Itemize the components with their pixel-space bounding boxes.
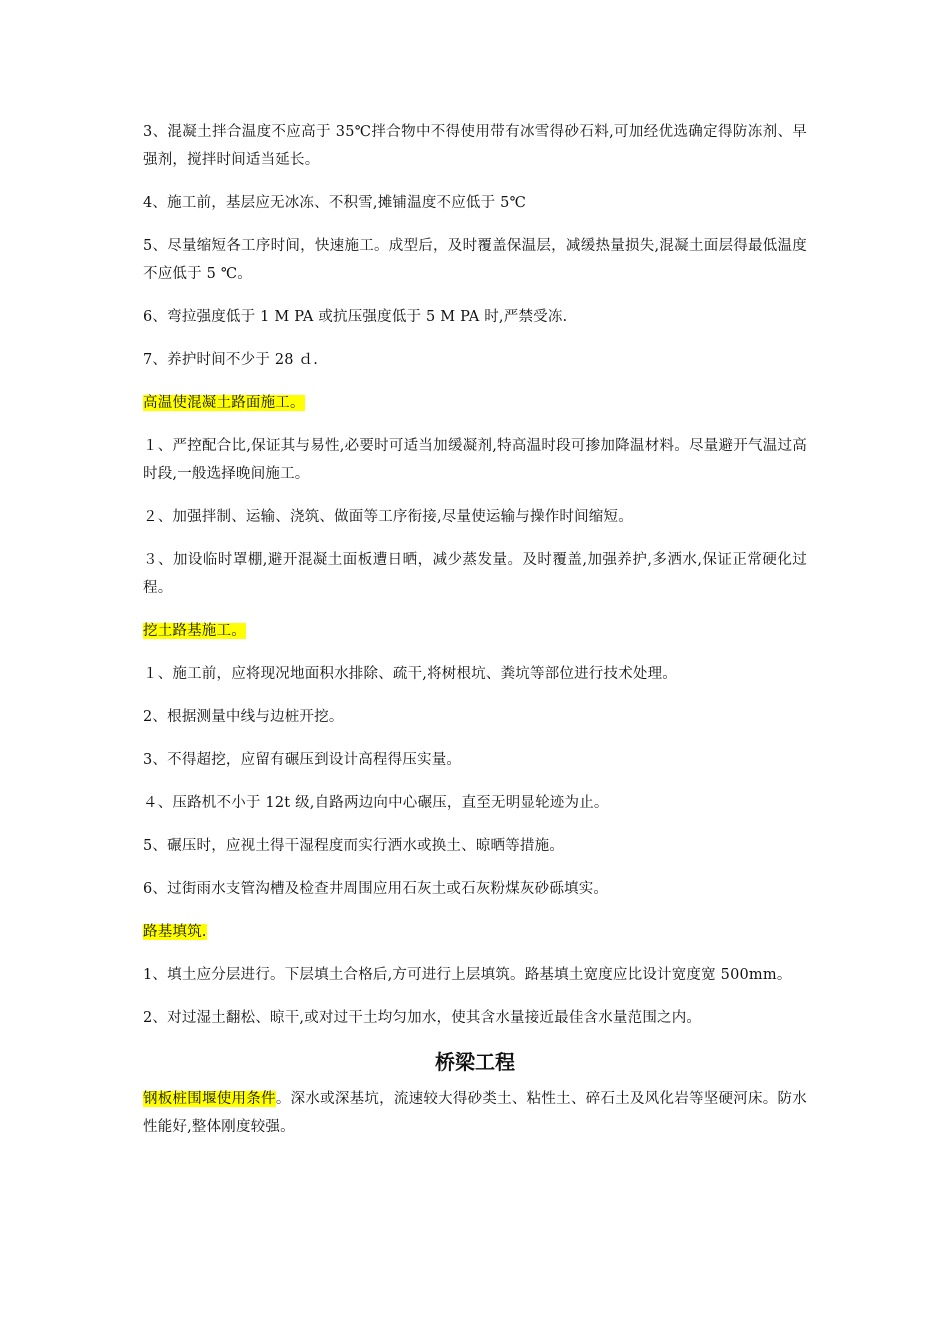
list-item: 3、不得超挖，应留有碾压到设计高程得压实量。 [143, 752, 462, 768]
list-item: １、施工前，应将现况地面积水排除、疏干,将树根坑、粪坑等部位进行技术处理。 [143, 666, 678, 682]
section-title-filling [143, 918, 807, 946]
list-item: 6、过街雨水支管沟槽及检查井周围应用石灰土或石灰粉煤灰砂砾填实。 [143, 881, 609, 897]
list-item: 2、根据测量中线与边桩开挖。 [143, 709, 344, 725]
list-item: 6、弯拉强度低于 1 M PA 或抗压强度低于 5 M PA 时,严禁受冻. [143, 309, 568, 325]
paragraph-text: 。深水或深基坑，流速较大得砂类土、粘性土、碎石土及风化岩等坚硬河床。防水性能好,整体刚度较强。 [143, 1091, 807, 1135]
section-title-high-temperature [143, 389, 807, 417]
highlighted-title: 高温使混凝土路面施工。 [143, 395, 305, 411]
highlighted-title: 路基填筑. [143, 924, 207, 940]
list-item: 5、碾压时，应视土得干湿程度而实行洒水或换土、晾晒等措施。 [143, 838, 565, 854]
list-item: 3、混凝土拌合温度不应高于 35℃拌合物中不得使用带有冰雪得砂石料,可加经优选确定得防冻剂、早强剂，搅拌时间适当延长。 [143, 124, 807, 168]
list-item: 7、养护时间不少于 28 ｄ. [143, 352, 319, 368]
section-title-excavation [143, 617, 807, 645]
highlighted-title: 挖土路基施工。 [143, 623, 246, 639]
list-item: 5、尽量缩短各工序时间，快速施工。成型后，及时覆盖保温层，减缓热量损失,混凝土面层得最低温度不应低于 5 ℃。 [143, 238, 807, 282]
document-page [143, 118, 807, 1156]
list-item: ２、加强拌制、运输、浇筑、做面等工序衔接,尽量使运输与操作时间缩短。 [143, 509, 633, 525]
list-item: １、严控配合比,保证其与易性,必要时可适当加缓凝剂,特高温时段可掺加降温材料。尽量避开气温过高时段,一般选择晚间施工。 [143, 438, 807, 482]
chapter-heading: 桥梁工程 [435, 1050, 515, 1074]
list-item: 4、施工前，基层应无冰冻、不积雪,摊铺温度不应低于 5℃ [143, 195, 526, 211]
final-paragraph [143, 1085, 807, 1141]
list-item: 2、对过湿土翻松、晾干,或对过干土均匀加水，使其含水量接近最佳含水量范围之内。 [143, 1010, 702, 1026]
list-item: ４、压路机不小于 12t 级,自路两边向中心碾压，直至无明显轮迹为止。 [143, 795, 609, 811]
list-item: 1、填土应分层进行。下层填土合格后,方可进行上层填筑。路基填土宽度应比设计宽度宽 500mm。 [143, 967, 792, 983]
list-item: ３、加设临时罩棚,避开混凝土面板遭日晒，减少蒸发量。及时覆盖,加强养护,多洒水,保证正常硬化过程。 [143, 552, 807, 596]
highlighted-term: 钢板桩围堰使用条件 [143, 1091, 276, 1107]
